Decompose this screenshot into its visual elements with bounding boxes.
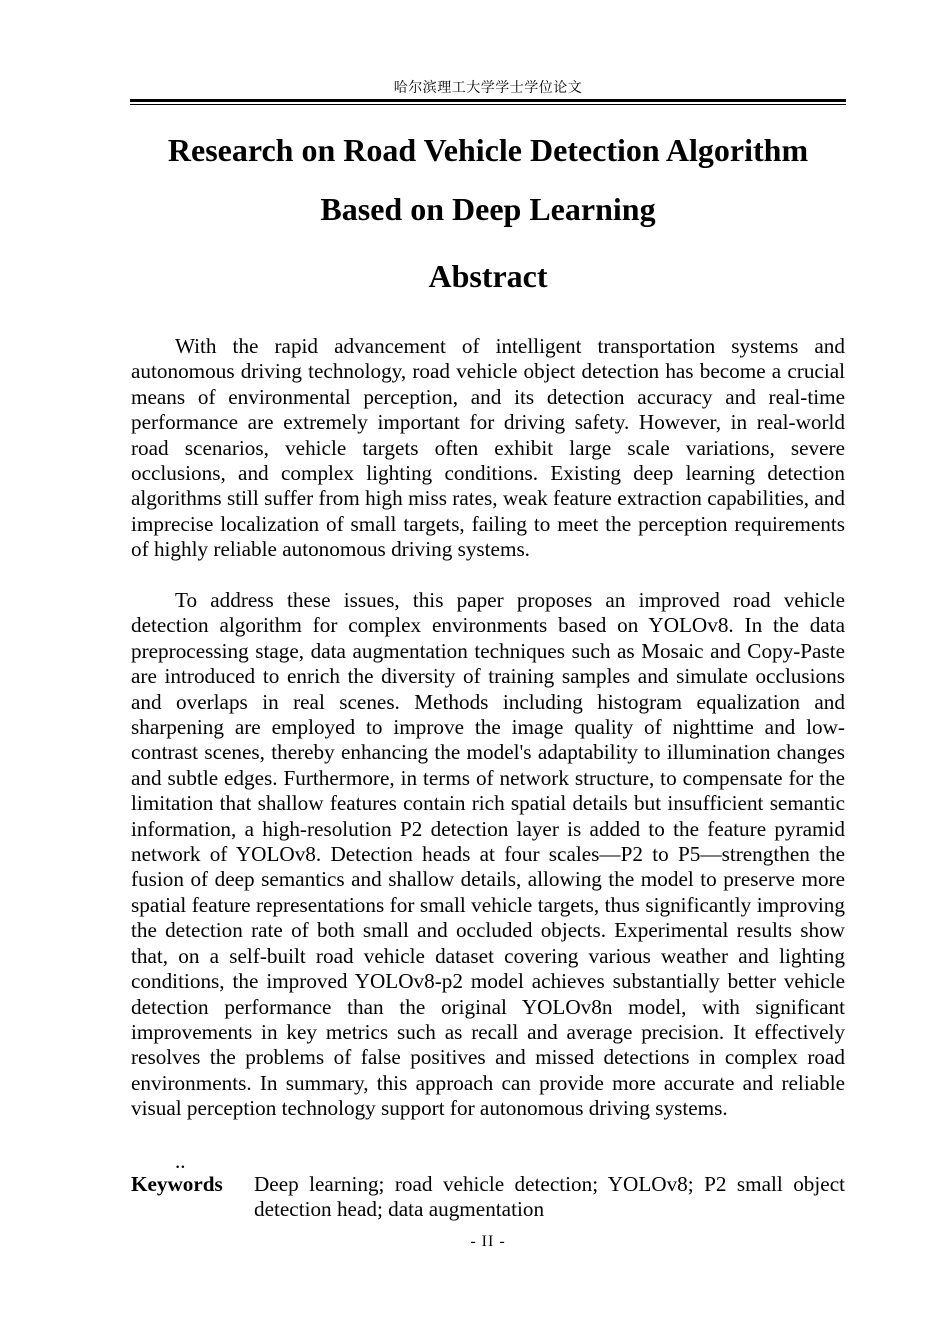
abstract-paragraph-1: With the rapid advancement of intelligent transportation systems and autonomous driving technology, road vehicle object detection has become a crucial means of environmental perception, and its detection accuracy and real-time performance are extremely important for driving safety. However, in real-world road scenarios, vehicle targets often exhibit large scale variations, severe occlusions, and complex lighting conditions. Existing deep learning detection algorithms still suffer from high miss rates, weak feature extraction capabilities, and imprecise localization of small targets, failing to meet the perception requirements of highly reliable autonomous driving systems. <box>131 334 845 562</box>
running-header: 哈尔滨理工大学学士学位论文 <box>393 80 583 96</box>
page-number: - II - <box>470 1233 506 1250</box>
keywords-label: Keywords <box>131 1172 223 1196</box>
abstract-paragraph-2: To address these issues, this paper proposes an improved road vehicle detection algorithm for complex environments based on YOLOv8. In the data preprocessing stage, data augmentation techniques such as Mosaic and Copy-Paste are introduced to enrich the diversity of training samples and simulate occlusions and overlaps in real scenes. Methods including histogram equalization and sharpening are employed to improve the image quality of nighttime and low-contrast scenes, thereby enhancing the model's adaptability to illumination changes and subtle edges. Furthermore, in terms of network structure, to compensate for the limitation that shallow features contain rich spatial details but insufficient semantic information, a high-resolution P2 detection layer is added to the feature pyramid network of YOLOv8. Detection heads at four scales—P2 to P5—strengthen the fusion of deep semantics and shallow details, allowing the model to preserve more spatial feature representations for small vehicle targets, thus significantly improving the detection rate of both small and occluded objects. Experimental results show that, on a self-built road vehicle dataset covering various weather and lighting conditions, the improved YOLOv8-p2 model achieves substantially better vehicle detection performance than the original YOLOv8n model, with significant improvements in key metrics such as recall and average precision. It effectively resolves the problems of false positives and missed detections in complex road environments. In summary, this approach can provide more accurate and reliable visual perception technology support for autonomous driving systems. <box>131 588 845 1121</box>
thesis-title-line-2: Based on Deep Learning <box>320 191 656 227</box>
header-rule-thick <box>130 99 846 102</box>
header-rule-thin <box>130 104 846 105</box>
stray-marks: .. <box>175 1149 186 1173</box>
abstract-heading: Abstract <box>428 258 548 294</box>
thesis-title-line-1: Research on Road Vehicle Detection Algorithm <box>167 132 809 168</box>
keywords-text: Deep learning; road vehicle detection; YOLOv8; P2 small object detection head; data augmentation <box>254 1172 845 1222</box>
